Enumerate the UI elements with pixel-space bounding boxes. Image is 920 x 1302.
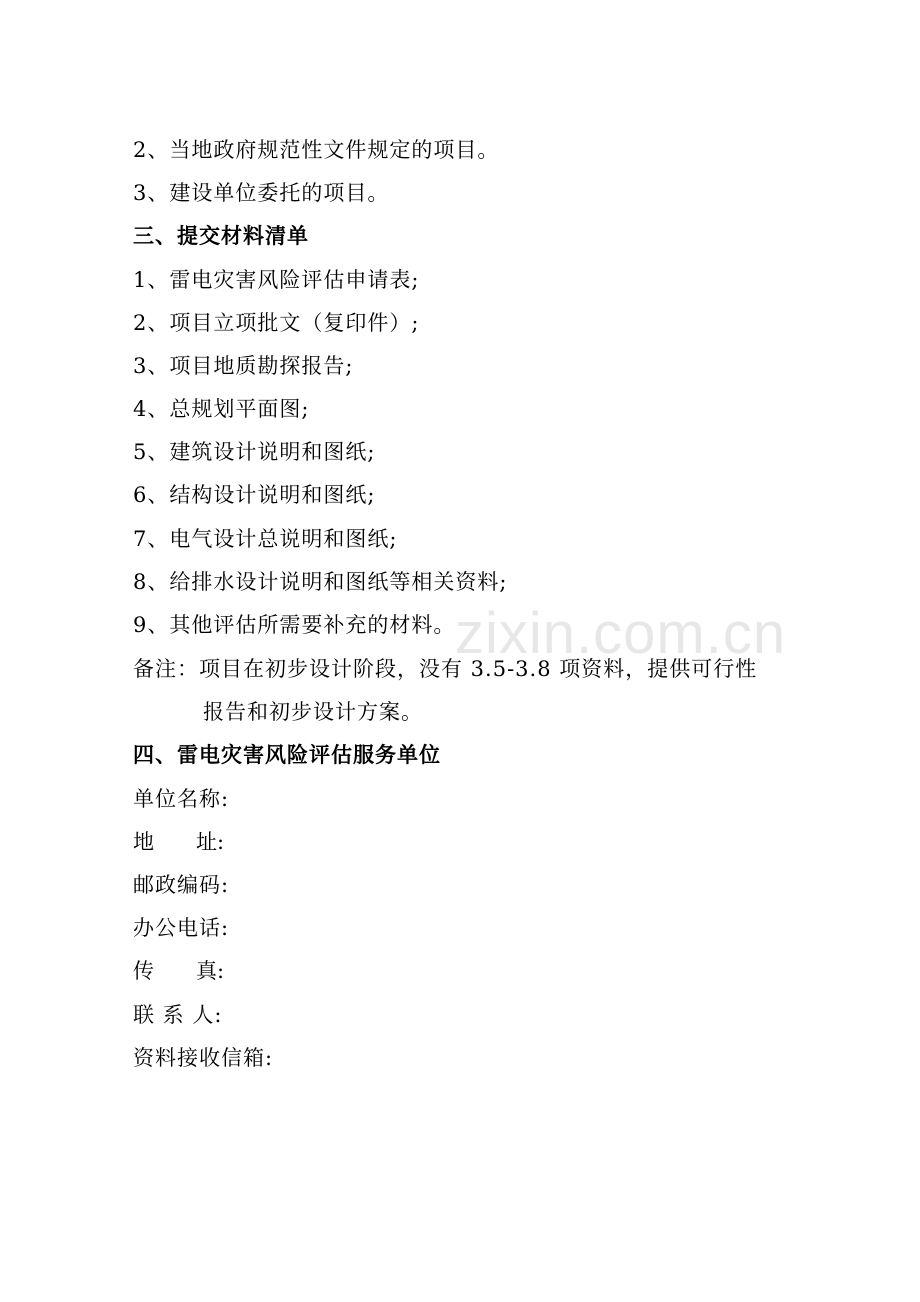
field-address: 地 址:: [133, 830, 225, 854]
field-fax: 传 真:: [133, 959, 225, 983]
material-item-1: 1、雷电灾害风险评估申请表;: [133, 268, 420, 292]
note-line-1: 备注：项目在初步设计阶段，没有 3.5-3.8 项资料，提供可行性: [133, 657, 758, 681]
material-item-2: 2、项目立项批文（复印件）;: [133, 311, 420, 335]
field-contact-person: 联 系 人:: [133, 1003, 223, 1027]
material-item-3: 3、项目地质勘探报告;: [133, 354, 354, 378]
field-unit-name: 单位名称:: [133, 787, 230, 811]
materials-heading: 三、提交材料清单: [133, 223, 309, 248]
field-office-phone: 办公电话:: [133, 916, 230, 940]
material-item-6: 6、结构设计说明和图纸;: [133, 483, 376, 507]
service-heading: 四、雷电灾害风险评估服务单位: [133, 742, 441, 767]
field-postcode: 邮政编码:: [133, 873, 230, 897]
material-item-4: 4、总规划平面图;: [133, 397, 310, 421]
note-line-2: 报告和初步设计方案。: [203, 700, 423, 724]
watermark: zixin.com.cn: [455, 601, 787, 666]
material-item-5: 5、建筑设计说明和图纸;: [133, 440, 376, 464]
field-materials-email: 资料接收信箱:: [133, 1046, 274, 1070]
material-item-7: 7、电气设计总说明和图纸;: [133, 527, 398, 551]
material-item-9: 9、其他评估所需要补充的材料。: [133, 613, 456, 637]
scope-item-2: 2、当地政府规范性文件规定的项目。: [133, 138, 500, 162]
material-item-8: 8、给排水设计说明和图纸等相关资料;: [133, 570, 508, 594]
scope-item-3: 3、建设单位委托的项目。: [133, 181, 390, 205]
